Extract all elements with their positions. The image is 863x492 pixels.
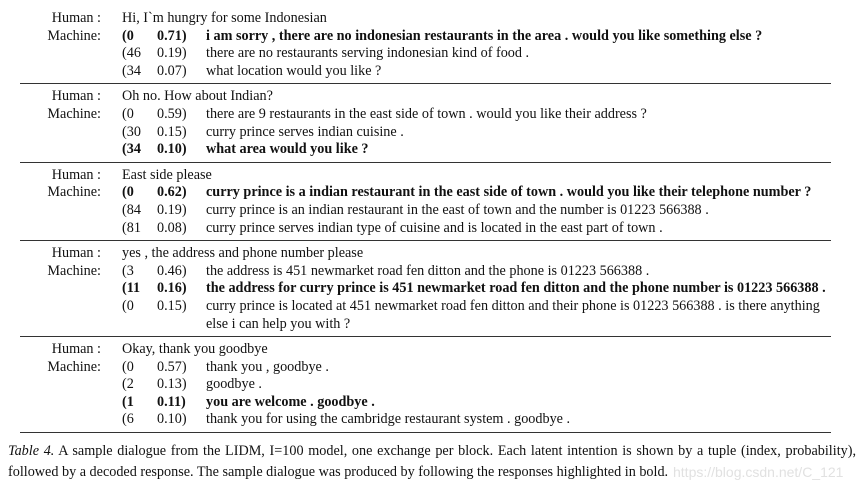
human-label: Human : xyxy=(51,166,101,183)
machine-response xyxy=(20,220,831,238)
human-row xyxy=(20,88,831,106)
intention-tuple xyxy=(122,124,206,142)
intention-tuple xyxy=(122,202,206,220)
human-label: Human : xyxy=(51,341,101,358)
intention-probability: 0.08) xyxy=(157,219,187,236)
machine-response xyxy=(20,411,831,429)
intention-tuple xyxy=(122,298,206,316)
intention-tuple xyxy=(122,63,206,81)
human-row xyxy=(20,10,831,28)
intention-index: (3 xyxy=(122,262,134,279)
machine-response-selected xyxy=(20,280,831,298)
intention-probability: 0.59) xyxy=(157,105,187,122)
human-utterance: yes , the address and phone number please xyxy=(122,245,364,262)
intention-index: (34 xyxy=(122,141,141,158)
intention-probability: 0.19) xyxy=(157,45,187,62)
intention-probability: 0.10) xyxy=(157,411,187,428)
decoded-response: i am sorry , there are no indonesian restaurants in the area . would you like something else ? xyxy=(206,27,763,44)
watermark: https://blog.csdn.net/C_121 xyxy=(673,464,844,480)
intention-probability: 0.15) xyxy=(157,123,187,140)
intention-probability: 0.07) xyxy=(157,62,187,79)
decoded-response: you are welcome . goodbye . xyxy=(206,393,375,410)
decoded-response: there are no restaurants serving indonesian kind of food . xyxy=(206,45,530,62)
intention-probability: 0.71) xyxy=(157,27,187,44)
intention-index: (46 xyxy=(122,45,141,62)
machine-response xyxy=(20,298,831,333)
machine-response xyxy=(20,63,831,81)
intention-probability: 0.19) xyxy=(157,201,187,218)
intention-probability: 0.15) xyxy=(157,297,187,314)
intention-tuple xyxy=(122,45,206,63)
machine-label: Machine: xyxy=(47,27,101,44)
intention-index: (1 xyxy=(122,393,134,410)
intention-tuple xyxy=(122,28,206,46)
machine-label: Machine: xyxy=(47,105,101,122)
intention-tuple xyxy=(122,106,206,124)
machine-response-selected xyxy=(20,28,831,46)
decoded-response: the address is 451 newmarket road fen ditton and the phone is 01223 566388 . xyxy=(206,262,650,279)
intention-index: (6 xyxy=(122,411,134,428)
machine-response xyxy=(20,106,831,124)
exchange-block xyxy=(20,336,831,433)
machine-label: Machine: xyxy=(47,358,101,375)
decoded-response: curry prince is located at 451 newmarket road fen ditton and their phone is 01223 566388 . is there anything else i can help you with ? xyxy=(206,297,820,332)
machine-response xyxy=(20,45,831,63)
intention-tuple xyxy=(122,359,206,377)
exchange-block xyxy=(20,83,831,161)
intention-index: (0 xyxy=(122,27,134,44)
intention-index: (0 xyxy=(122,358,134,375)
machine-response xyxy=(20,202,831,220)
intention-probability: 0.62) xyxy=(157,184,187,201)
intention-index: (2 xyxy=(122,376,134,393)
intention-tuple xyxy=(122,220,206,238)
machine-response-selected xyxy=(20,141,831,159)
exchange-block xyxy=(20,4,831,83)
intention-index: (0 xyxy=(122,105,134,122)
decoded-response: curry prince is an indian restaurant in the east of town and the number is 01223 566388 . xyxy=(206,201,709,218)
machine-response-selected xyxy=(20,394,831,412)
machine-label: Machine: xyxy=(47,184,101,201)
intention-tuple xyxy=(122,141,206,159)
decoded-response: curry prince is a indian restaurant in the east side of town . would you like their telephone number ? xyxy=(206,184,812,201)
machine-response-selected xyxy=(20,184,831,202)
intention-index: (34 xyxy=(122,62,141,79)
human-row xyxy=(20,245,831,263)
intention-index: (81 xyxy=(122,219,141,236)
intention-index: (11 xyxy=(122,280,141,297)
human-row xyxy=(20,167,831,185)
intention-index: (0 xyxy=(122,297,134,314)
human-utterance: East side please xyxy=(122,166,212,183)
intention-tuple xyxy=(122,184,206,202)
intention-tuple xyxy=(122,411,206,429)
human-label: Human : xyxy=(51,10,101,26)
decoded-response: curry prince serves indian type of cuisine and is located in the east part of town . xyxy=(206,219,663,236)
decoded-response: goodbye . xyxy=(206,376,262,393)
intention-probability: 0.16) xyxy=(157,280,187,297)
intention-probability: 0.11) xyxy=(157,393,186,410)
machine-response xyxy=(20,124,831,142)
human-label: Human : xyxy=(51,88,101,105)
machine-response xyxy=(20,263,831,281)
machine-response xyxy=(20,359,831,377)
intention-probability: 0.57) xyxy=(157,358,187,375)
exchange-block xyxy=(20,162,831,240)
caption-text: A sample dialogue from the LIDM, I=100 model, one exchange per block. Each latent intention is shown by a tuple (index, probability), followed by a decoded response. The sample dialogue was produced by following the responses highlighted in bold. xyxy=(8,443,856,480)
decoded-response: what location would you like ? xyxy=(206,62,382,79)
decoded-response: curry prince serves indian cuisine . xyxy=(206,123,404,140)
intention-index: (84 xyxy=(122,201,141,218)
decoded-response: the address for curry prince is 451 newmarket road fen ditton and the phone number is 01223 566388 . xyxy=(206,280,826,297)
human-utterance: Okay, thank you goodbye xyxy=(122,341,268,358)
decoded-response: there are 9 restaurants in the east side of town . would you like their address ? xyxy=(206,105,647,122)
decoded-response: what area would you like ? xyxy=(206,141,369,158)
intention-tuple xyxy=(122,376,206,394)
human-utterance: Oh no. How about Indian? xyxy=(122,88,273,105)
human-label: Human : xyxy=(51,245,101,262)
machine-response xyxy=(20,376,831,394)
intention-tuple xyxy=(122,280,206,298)
intention-tuple xyxy=(122,263,206,281)
machine-label: Machine: xyxy=(47,262,101,279)
human-utterance: Hi, I`m hungry for some Indonesian xyxy=(122,10,327,26)
caption-label: Table 4. xyxy=(8,443,55,459)
decoded-response: thank you for using the cambridge restaurant system . goodbye . xyxy=(206,411,571,428)
intention-probability: 0.13) xyxy=(157,376,187,393)
dialogue-table xyxy=(20,4,831,433)
human-row xyxy=(20,341,831,359)
intention-tuple xyxy=(122,394,206,412)
intention-probability: 0.46) xyxy=(157,262,187,279)
intention-index: (0 xyxy=(122,184,134,201)
exchange-block xyxy=(20,240,831,336)
decoded-response: thank you , goodbye . xyxy=(206,358,329,375)
intention-index: (30 xyxy=(122,123,141,140)
intention-probability: 0.10) xyxy=(157,141,187,158)
